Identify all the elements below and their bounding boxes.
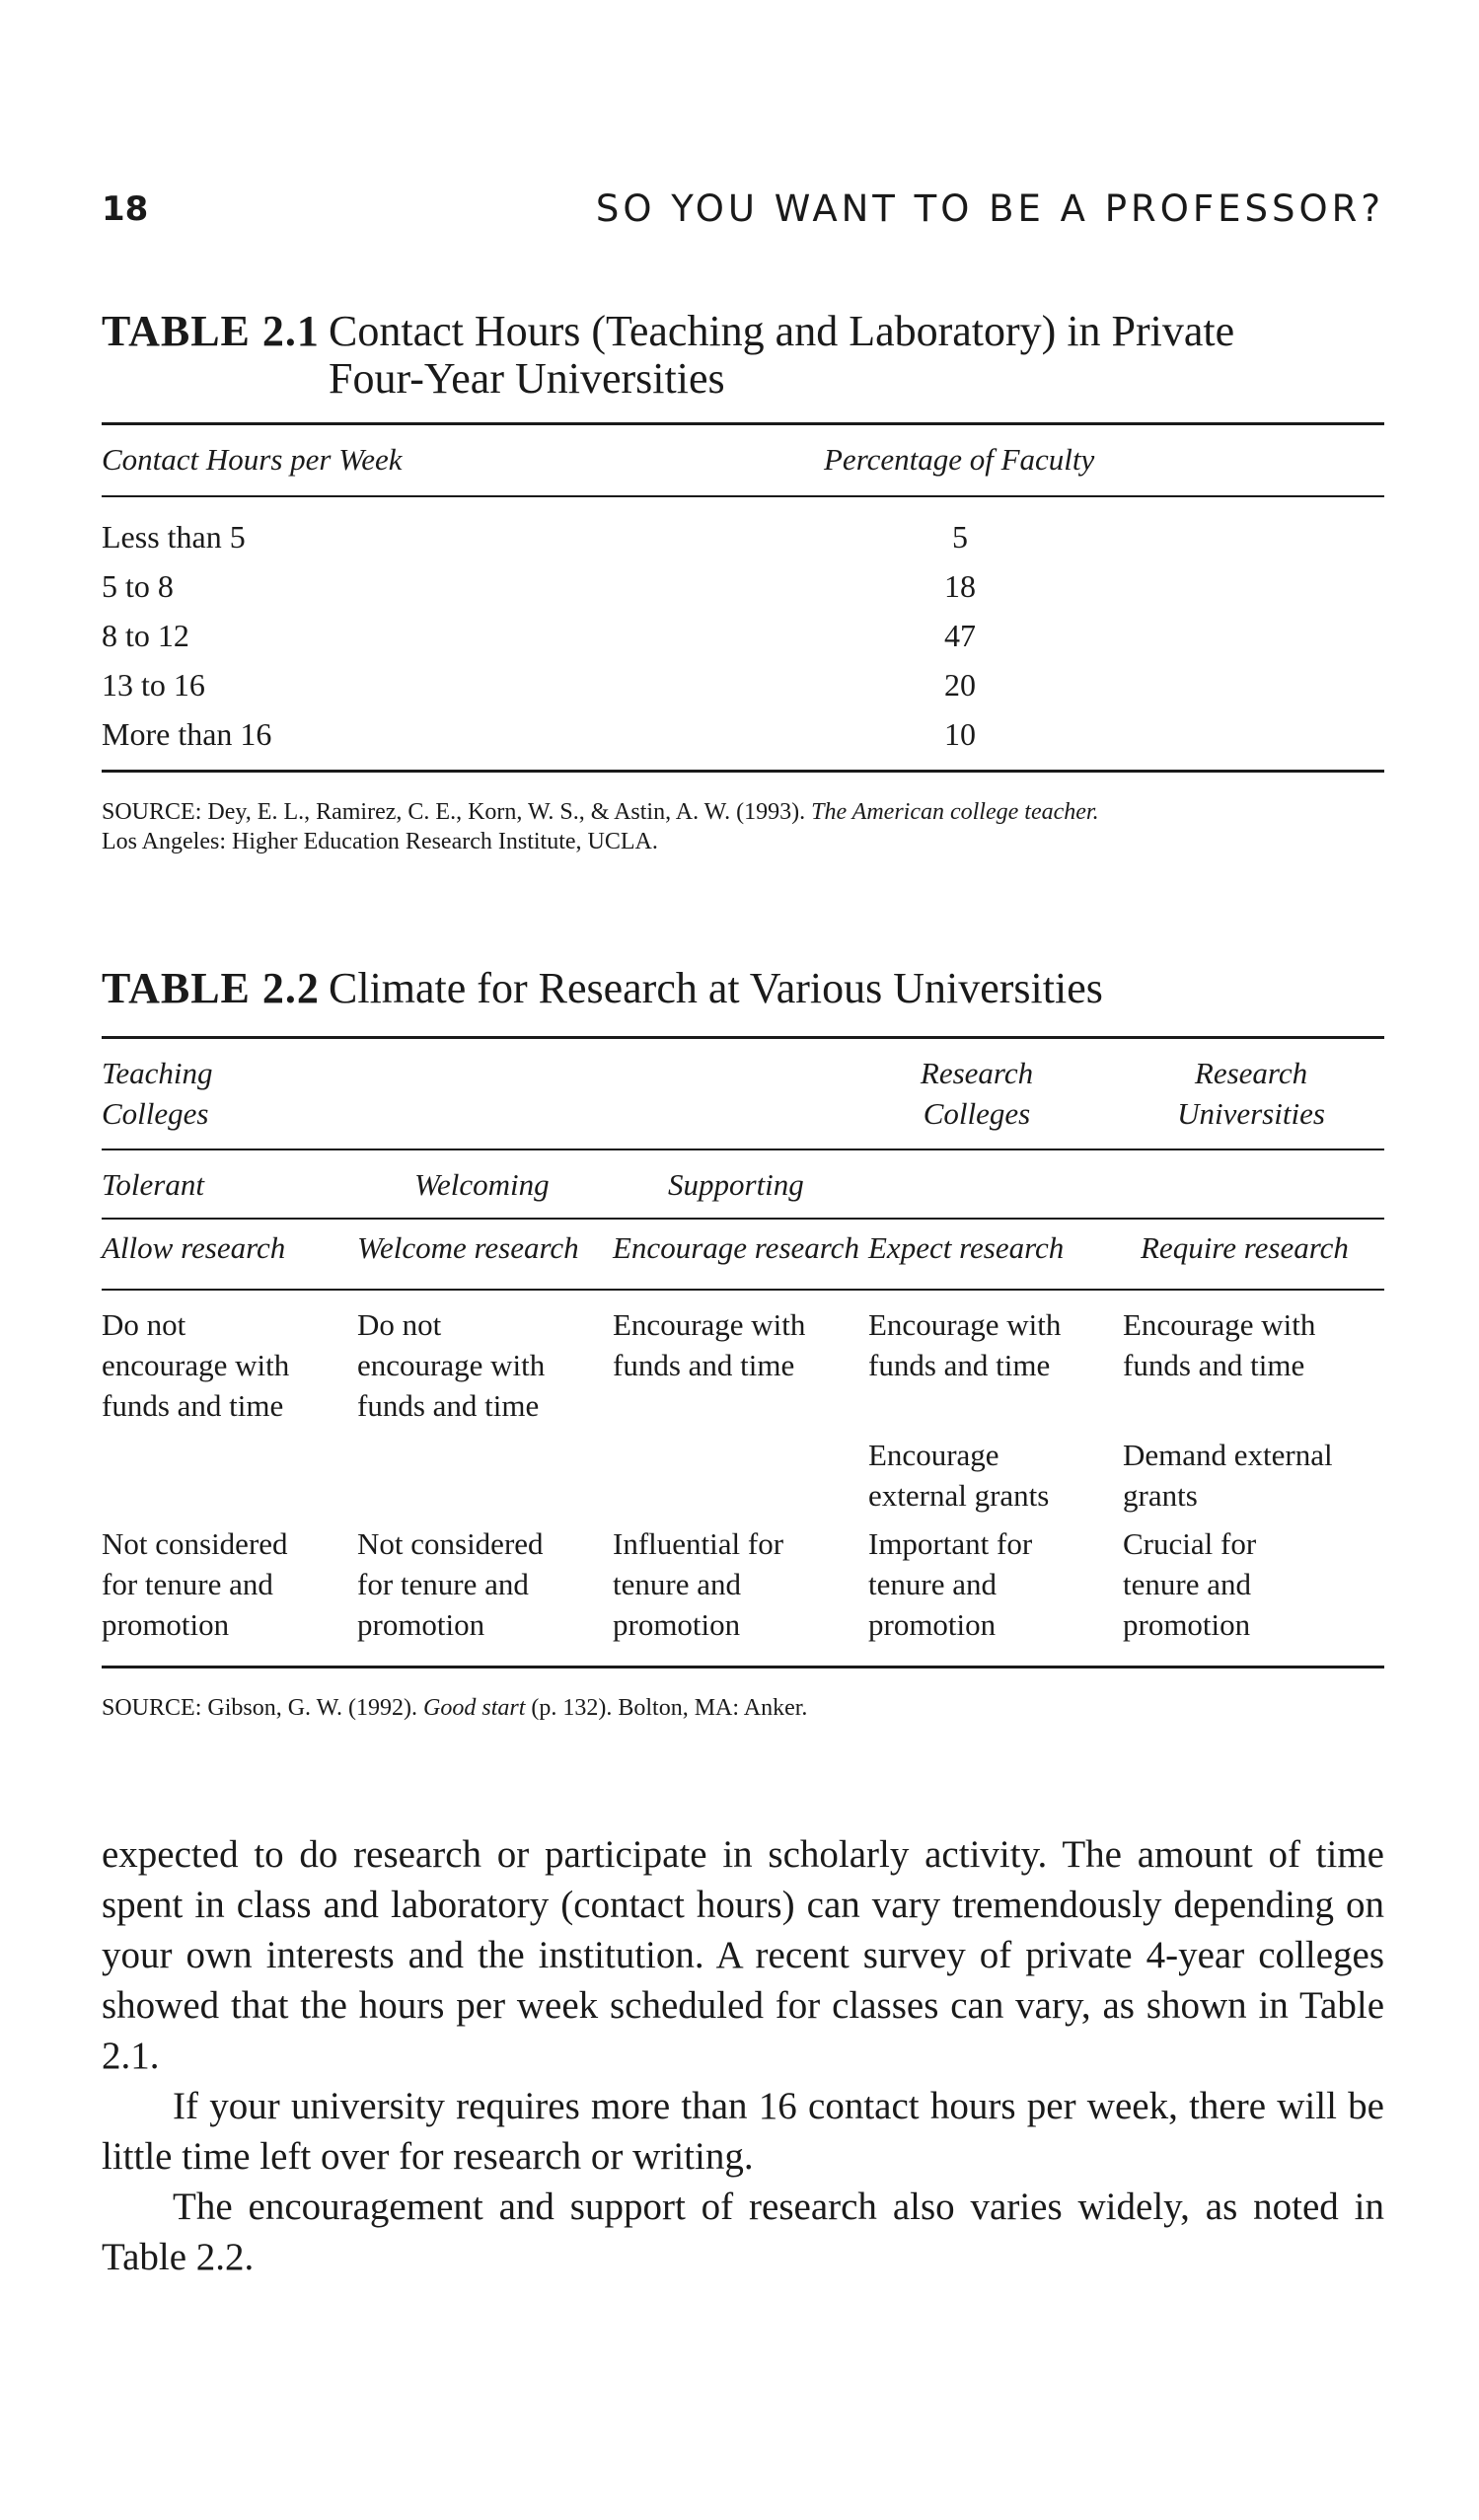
- cell-line: Demand external: [1123, 1438, 1333, 1472]
- table2-col-allow: Allow research: [102, 1230, 286, 1265]
- table2-header-rule: [102, 1289, 1384, 1291]
- cell-line: funds and time: [613, 1348, 795, 1382]
- table2-col-welcome: Welcome research: [357, 1230, 579, 1265]
- table2-col-expect: Expect research: [868, 1230, 1065, 1265]
- table2-group-ru-line: Research: [1194, 1056, 1308, 1090]
- table1-title-line2: Four-Year Universities: [329, 354, 725, 403]
- body-paragraph: If your university requires more than 16 contact hours per week, there will be little time left over for research or writing.: [102, 2085, 1384, 2178]
- table2-cell: [357, 1304, 545, 1426]
- table2-cell: [102, 1304, 289, 1426]
- cell-line: funds and time: [868, 1348, 1051, 1382]
- table1-row-hours: 13 to 16: [102, 667, 205, 703]
- cell-line: Encourage with: [613, 1307, 806, 1342]
- cell-line: for tenure and: [357, 1567, 529, 1601]
- table1-label: TABLE 2.1: [102, 307, 320, 355]
- table2-col-encourage: Encourage research: [613, 1230, 859, 1265]
- table2-cell: [613, 1304, 805, 1385]
- table1-source-publisher: Los Angeles: Higher Education Research Institute, UCLA.: [102, 829, 658, 854]
- table2-source-citation: SOURCE: Gibson, G. W. (1992).: [102, 1695, 424, 1721]
- cell-line: Do not: [102, 1307, 186, 1342]
- table2-sub-tolerant: Tolerant: [102, 1167, 204, 1202]
- cell-line: Encourage with: [1123, 1307, 1316, 1342]
- table2-group-ru-line: Universities: [1177, 1096, 1325, 1131]
- cell-line: promotion: [1123, 1607, 1251, 1642]
- table1-row-hours: More than 16: [102, 716, 272, 752]
- table1-header-rule: [102, 495, 1384, 497]
- table2-source-publisher: (p. 132). Bolton, MA: Anker.: [525, 1695, 808, 1721]
- cell-line: funds and time: [357, 1388, 540, 1423]
- cell-line: funds and time: [102, 1388, 284, 1423]
- cell-line: encourage with: [102, 1348, 290, 1382]
- table2-col-require: Require research: [1141, 1230, 1349, 1265]
- table2-group-research-colleges: [868, 1053, 1085, 1134]
- cell-line: Important for: [868, 1526, 1033, 1561]
- table2-bottom-rule: [102, 1666, 1384, 1668]
- table2-caption: [102, 963, 320, 1014]
- cell-line: for tenure and: [102, 1567, 273, 1601]
- table2-group-rc-line: Colleges: [923, 1096, 1031, 1131]
- cell-line: tenure and: [613, 1567, 741, 1601]
- table2-cell: [102, 1523, 288, 1645]
- table1-source-citation: SOURCE: Dey, E. L., Ramirez, C. E., Korn, W. S., & Astin, A. W. (1993).: [102, 799, 812, 825]
- cell-line: promotion: [613, 1607, 741, 1642]
- table2-sub-supporting: Supporting: [668, 1167, 804, 1202]
- cell-line: Do not: [357, 1307, 442, 1342]
- cell-line: Encourage with: [868, 1307, 1062, 1342]
- table1-source-title: The American college teacher.: [811, 799, 1099, 825]
- table2-group-teaching-line: Teaching: [102, 1056, 213, 1090]
- table2-cell: [1123, 1304, 1315, 1385]
- table2-sub-welcoming: Welcoming: [414, 1167, 550, 1202]
- page-number: 18: [102, 189, 149, 229]
- body-paragraph: expected to do research or participate in scholarly activity. The amount of time spent in class and laboratory (contact hours) can vary tremendously depending on your own interests and the institution. A recent survey of private 4-year colleges showed that the hours per week scheduled for classes can vary, as shown in Table 2.1.: [102, 1833, 1384, 2077]
- table2-group-rc-line: Research: [920, 1056, 1034, 1090]
- table1-caption: [102, 306, 320, 357]
- cell-line: Not considered: [102, 1526, 288, 1561]
- table1-row-hours: 5 to 8: [102, 568, 174, 604]
- table2-source-title: Good start: [423, 1695, 526, 1721]
- table2-group-teaching-line: Colleges: [102, 1096, 209, 1131]
- table2-label: TABLE 2.2: [102, 964, 320, 1012]
- table1-col-percentage: Percentage of Faculty: [824, 442, 1095, 477]
- table1-source: [102, 797, 1384, 856]
- table2-group-research-universities: [1123, 1053, 1379, 1134]
- cell-line: funds and time: [1123, 1348, 1305, 1382]
- table1-bottom-rule: [102, 770, 1384, 773]
- table1-row-hours: Less than 5: [102, 519, 246, 555]
- table2-cell: [1123, 1435, 1333, 1516]
- table2-group-rule: [102, 1149, 1384, 1150]
- table2-sub-rule: [102, 1218, 1384, 1220]
- table2-cell: [1123, 1523, 1256, 1645]
- cell-line: external grants: [868, 1478, 1050, 1513]
- table2-cell: [868, 1304, 1061, 1385]
- cell-line: Not considered: [357, 1526, 544, 1561]
- cell-line: promotion: [102, 1607, 230, 1642]
- body-paragraph: The encouragement and support of research also varies widely, as noted in Table 2.2.: [102, 2186, 1384, 2278]
- table1-row-pct: 5: [952, 519, 968, 555]
- table2-title: Climate for Research at Various Universities: [329, 964, 1103, 1012]
- table2-source: [102, 1693, 1384, 1723]
- cell-line: grants: [1123, 1478, 1198, 1513]
- cell-line: Encourage: [868, 1438, 999, 1472]
- cell-line: tenure and: [1123, 1567, 1251, 1601]
- table1-top-rule: [102, 422, 1384, 425]
- table1-row-pct: 18: [944, 568, 976, 604]
- table1-row-pct: 47: [944, 618, 976, 653]
- cell-line: Influential for: [613, 1526, 784, 1561]
- table1-col-hours: Contact Hours per Week: [102, 442, 403, 477]
- cell-line: promotion: [868, 1607, 997, 1642]
- body-text: [102, 1829, 1384, 2282]
- table1-row-pct: 10: [944, 716, 976, 752]
- table2-cell: [357, 1523, 544, 1645]
- cell-line: tenure and: [868, 1567, 997, 1601]
- table1-row-hours: 8 to 12: [102, 618, 189, 653]
- table2-group-teaching: [102, 1053, 213, 1134]
- table2-cell: [868, 1435, 1049, 1516]
- cell-line: promotion: [357, 1607, 485, 1642]
- table1-row-pct: 20: [944, 667, 976, 703]
- cell-line: encourage with: [357, 1348, 546, 1382]
- table2-top-rule: [102, 1036, 1384, 1039]
- table1-title-line1: Contact Hours (Teaching and Laboratory) in Private: [329, 307, 1235, 355]
- running-head: SO YOU WANT TO BE A PROFESSOR?: [595, 187, 1384, 230]
- table2-cell: [868, 1523, 1032, 1645]
- table2-cell: [613, 1523, 783, 1645]
- cell-line: Crucial for: [1123, 1526, 1257, 1561]
